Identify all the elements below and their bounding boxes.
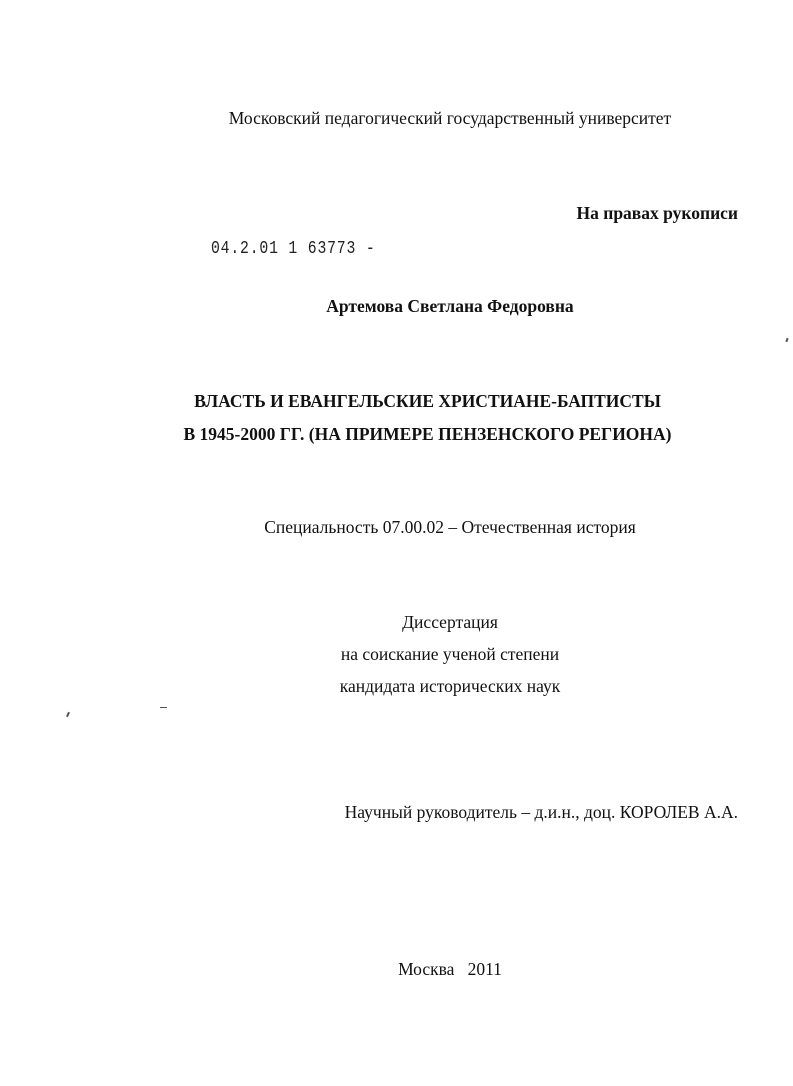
title-line-1: ВЛАСТЬ И ЕВАНГЕЛЬСКИЕ ХРИСТИАНЕ-БАПТИСТЫ (194, 391, 661, 411)
dissertation-line-3: кандидата исторических наук (339, 676, 561, 696)
scan-speck (66, 712, 70, 717)
scan-speck (785, 338, 788, 342)
catalog-number: 04.2.01 1 63773 - (211, 239, 376, 259)
rights-notice: На правах рукописи (576, 203, 738, 223)
author-name: Артемова Светлана Федоровна (326, 296, 574, 316)
scan-speck (160, 707, 167, 708)
city-year: Москва 2011 (398, 959, 502, 979)
supervisor: Научный руководитель – д.и.н., доц. КОРОЛЕВ А.А. (344, 802, 738, 822)
dissertation-line-2: на соискание ученой степени (340, 644, 560, 664)
dissertation-line-1: Диссертация (402, 612, 498, 632)
title-line-2: В 1945-2000 ГГ. (НА ПРИМЕРЕ ПЕНЗЕНСКОГО РЕГИОНА) (183, 424, 672, 444)
specialty: Специальность 07.00.02 – Отечественная история (264, 517, 636, 537)
university-name: Московский педагогический государственный университет (228, 108, 672, 128)
